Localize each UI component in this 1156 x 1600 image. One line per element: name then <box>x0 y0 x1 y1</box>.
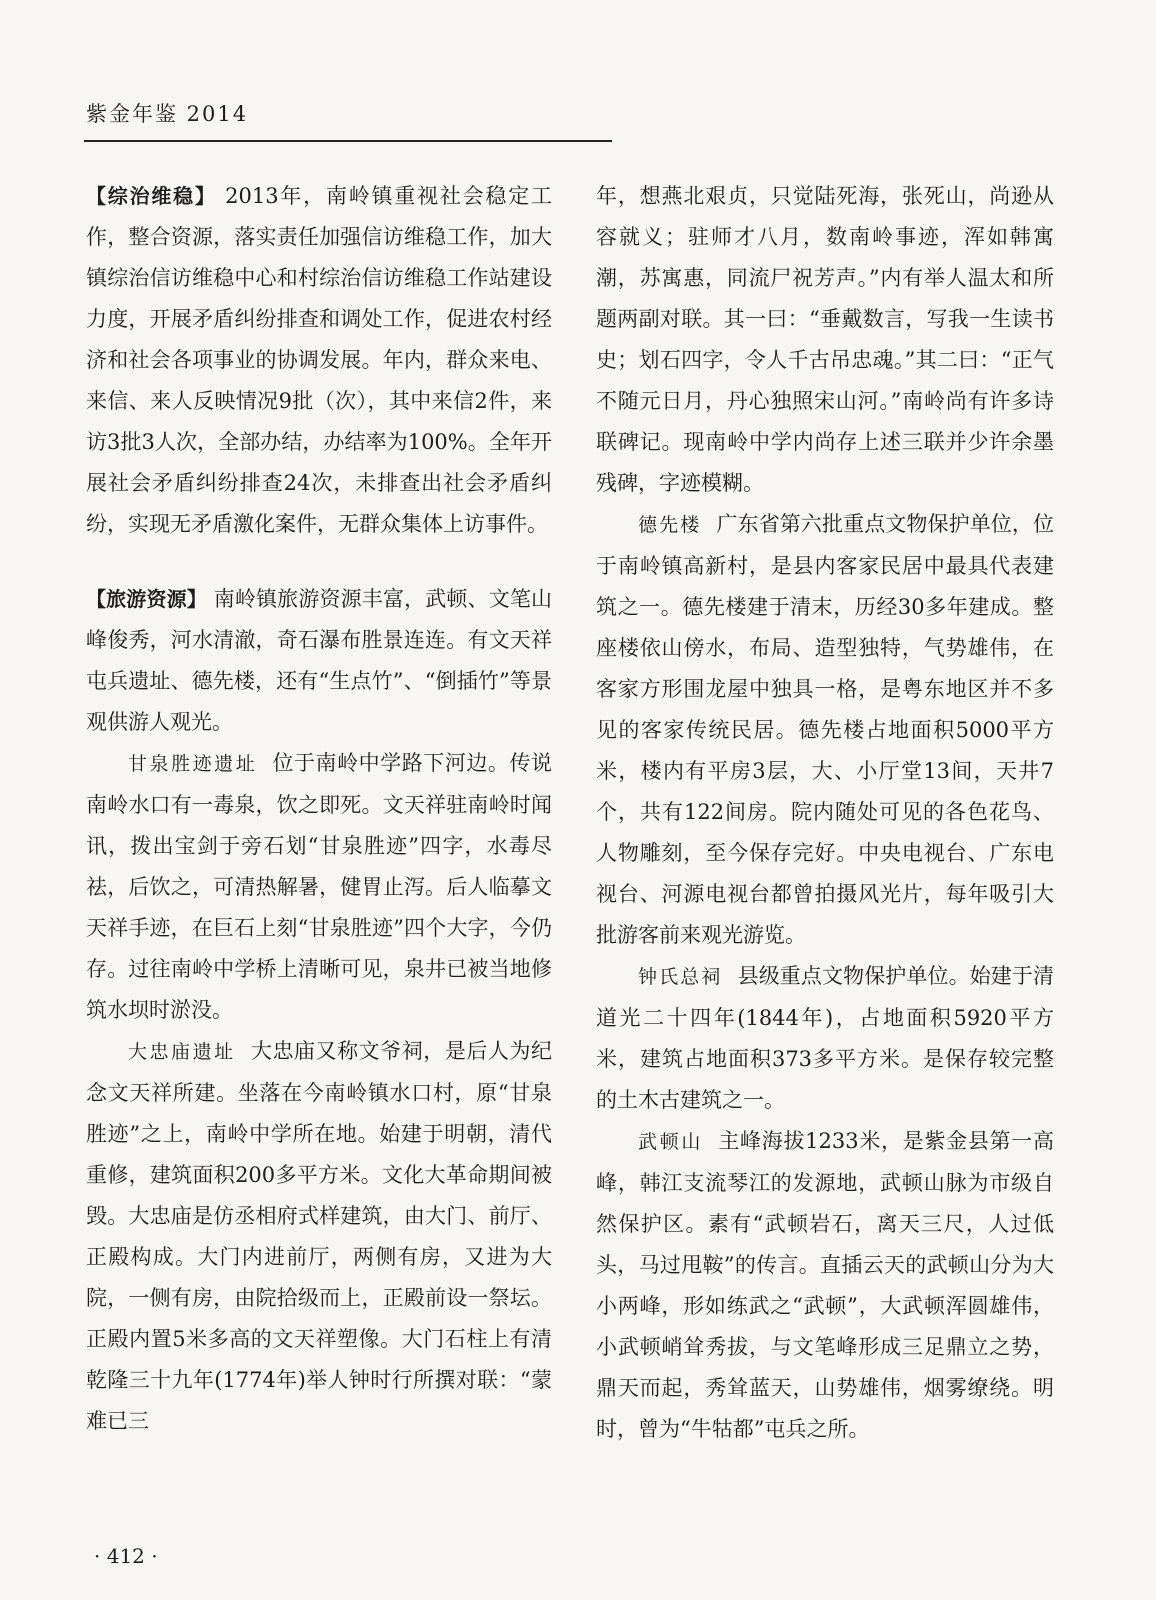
entry-title: 德先楼 <box>638 514 702 536</box>
running-header: 紫金年鉴 2014 <box>86 102 249 126</box>
left-column <box>86 176 552 1442</box>
section-body: 2013年，南岭镇重视社会稳定工作，整合资源，落实责任加强信访维稳工作，加大镇综治信访维稳中心和村综治信访维稳工作站建设力度，开展矛盾纠纷排查和调处工作，促进农村经济和社会各项事业的协调发展。年内，群众来电、来信、来人反映情况9批（次），其中来信2件，来访3批3人次，全部办结，办结率为100%。全年开展社会矛盾纠纷排查24次，未排查出社会矛盾纠纷，实现无矛盾激化案件，无群众集体上访事件。 <box>86 184 552 536</box>
entry-wudun-mountain <box>596 1121 1054 1450</box>
section-social-stability <box>86 176 552 545</box>
entry-title: 甘泉胜迹遗址 <box>128 753 258 775</box>
entry-dexian-building <box>596 504 1054 956</box>
continued-text: 年，想燕北艰贞，只觉陆死海，张死山，尚逊从容就义；驻师才八月，数南岭事迹，浑如韩寓潮，苏寓惠，同流尸祝芳声。”内有举人温太和所题两副对联。其一曰：“垂戴数言，写我一生读书史；划石四字，令人千古吊忠魂。”其二曰：“正气不随元日月，丹心独照宋山河。”南岭尚有许多诗联碑记。现南岭中学内尚存上述三联并少许余墨残碑，字迹模糊。 <box>596 184 1054 495</box>
entry-body: 县级重点文物保护单位。始建于清道光二十四年(1844年)，占地面积5920平方米，建筑占地面积373多平方米。是保存较完整的土木古建筑之一。 <box>596 964 1054 1112</box>
entry-body: 主峰海拔1233米，是紫金县第一高峰，韩江支流琴江的发源地，武顿山脉为市级自然保护区。素有“武顿岩石，离天三尺，人过低头，马过甩鞍”的传言。直插云天的武顿山分为大小两峰，形如练武之“武顿”，大武顿浑圆雄伟，小武顿峭耸秀拔，与文笔峰形成三足鼎立之势，鼎天而起，秀耸蓝天，山势雄伟，烟雾缭绕。明时，曾为“牛牯都”屯兵之所。 <box>596 1129 1054 1441</box>
section-tourism <box>86 579 552 743</box>
header-rule <box>84 140 612 142</box>
entry-ganquan <box>86 743 552 1031</box>
section-title: 【综治维稳】 <box>86 184 217 208</box>
right-column <box>596 176 1054 1450</box>
entry-title: 钟氏总祠 <box>638 966 723 988</box>
entry-body: 广东省第六批重点文物保护单位，位于南岭镇高新村，是县内客家民居中最具代表建筑之一。德先楼建于清末，历经30多年建成。整座楼依山傍水，布局、造型独特，气势雄伟，在客家方形围龙屋中独具一格，是粤东地区并不多见的客家传统民居。德先楼占地面积5000平方米，楼内有平房3层，大、小厅堂13间，天井7个，共有122间房。院内随处可见的各色花鸟、人物雕刻，至今保存完好。中央电视台、广东电视台、河源电视台都曾拍摄风光片，每年吸引大批游客前来观光游览。 <box>596 512 1054 947</box>
entry-body: 大忠庙又称文爷祠，是后人为纪念文天祥所建。坐落在今南岭镇水口村，原“甘泉胜迹”之上，南岭中学所在地。始建于明朝，清代重修，建筑面积200多平方米。文化大革命期间被毁。大忠庙是仿丞相府式样建筑，由大门、前厅、正殿构成。大门内进前厅，两侧有房，又进为大院，一侧有房，由院拾级而上，正殿前设一祭坛。正殿内置5米多高的文天祥塑像。大门石柱上有清乾隆三十九年(1774年)举人钟时行所撰对联：“蒙难已三 <box>86 1039 552 1433</box>
page-number: · 412 · <box>94 1544 158 1568</box>
entry-title: 大忠庙遗址 <box>128 1041 236 1063</box>
entry-body: 位于南岭中学路下河边。传说南岭水口有一毒泉，饮之即死。文天祥驻南岭时闻讯，拨出宝剑于旁石划“甘泉胜迹”四字，水毒尽祛，后饮之，可清热解暑，健胃止泻。后人临摹文天祥手迹，在巨石上刻“甘泉胜迹”四个大字，今仍存。过往南岭中学桥上清晰可见，泉井已被当地修筑水坝时淤没。 <box>86 751 552 1022</box>
entry-zhong-ancestral-hall <box>596 956 1054 1121</box>
section-body: 南岭镇旅游资源丰富，武顿、文笔山峰俊秀，河水清澈，奇石瀑布胜景连连。有文天祥屯兵遗址、德先楼，还有“生点竹”、“倒插竹”等景观供游人观光。 <box>86 587 552 734</box>
entry-title: 武顿山 <box>638 1131 704 1153</box>
section-title: 【旅游资源】 <box>86 587 207 611</box>
entry-dazhong-temple <box>86 1031 552 1442</box>
